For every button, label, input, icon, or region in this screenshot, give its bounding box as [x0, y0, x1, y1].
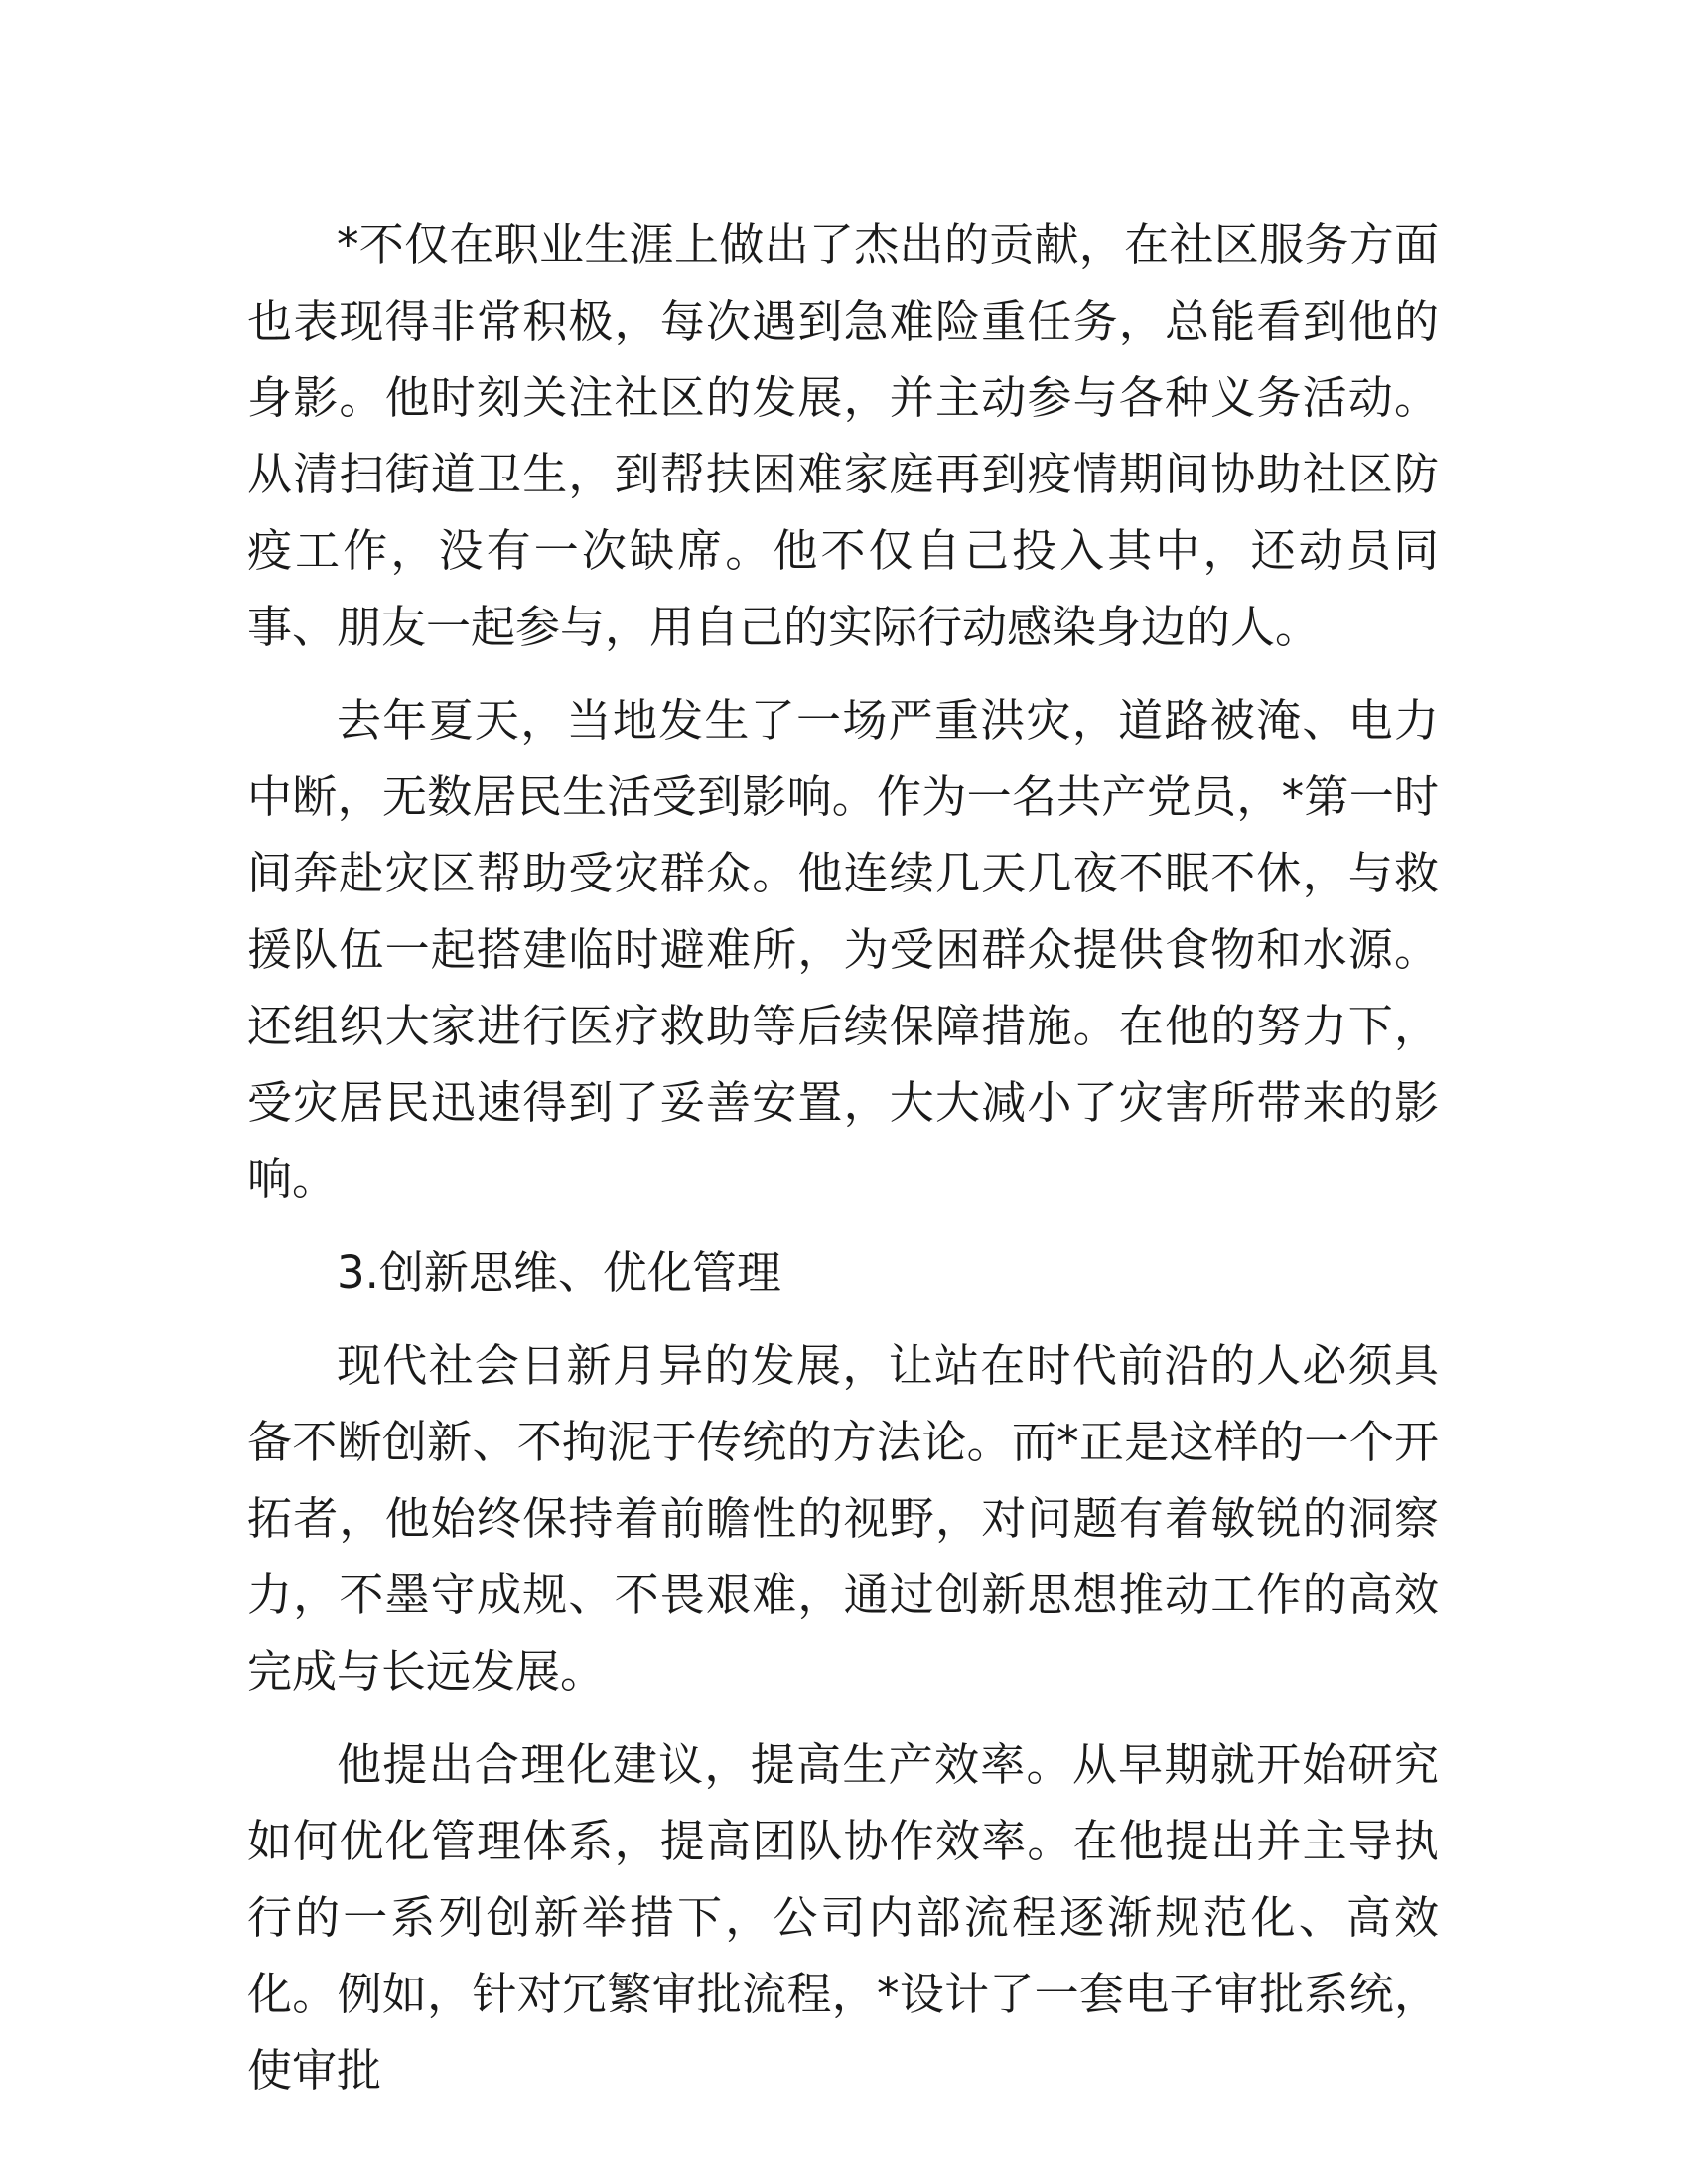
document-body — [247, 206, 1439, 2109]
paragraph-innovation-intro: 现代社会日新月异的发展，让站在时代前沿的人必须具备不断创新、不拘泥于传统的方法论。而*正是这样的一个开拓者，他始终保持着前瞻性的视野，对问题有着敏锐的洞察力，不墨守成规、不畏艰难，通过创新思想推动工作的高效完成与长远发展。 — [247, 1339, 1439, 1698]
paragraph-community-service: *不仅在职业生涯上做出了杰出的贡献，在社区服务方面也表现得非常积极，每次遇到急难险重任务，总能看到他的身影。他时刻关注社区的发展，并主动参与各种义务活动。从清扫街道卫生，到帮扶困难家庭再到疫情期间协助社区防疫工作，没有一次缺席。他不仅自己投入其中，还动员同事、朋友一起参与，用自己的实际行动感染身边的人。 — [247, 218, 1439, 653]
paragraph-management-optimization: 他提出合理化建议，提高生产效率。从早期就开始研究如何优化管理体系，提高团队协作效率。在他提出并主导执行的一系列创新举措下，公司内部流程逐渐规范化、高效化。例如，针对冗繁审批流程，*设计了一套电子审批系统，使审批 — [247, 1738, 1439, 2097]
paragraph-flood-relief: 去年夏天，当地发生了一场严重洪灾，道路被淹、电力中断，无数居民生活受到影响。作为一名共产党员，*第一时间奔赴灾区帮助受灾群众。他连续几天几夜不眠不休，与救援队伍一起搭建临时避难所，为受困群众提供食物和水源。还组织大家进行医疗救助等后续保障措施。在他的努力下，受灾居民迅速得到了妥善安置，大大减小了灾害所带来的影响。 — [247, 694, 1439, 1205]
section-heading-innovation: 3.创新思维、优化管理 — [337, 1246, 781, 1298]
